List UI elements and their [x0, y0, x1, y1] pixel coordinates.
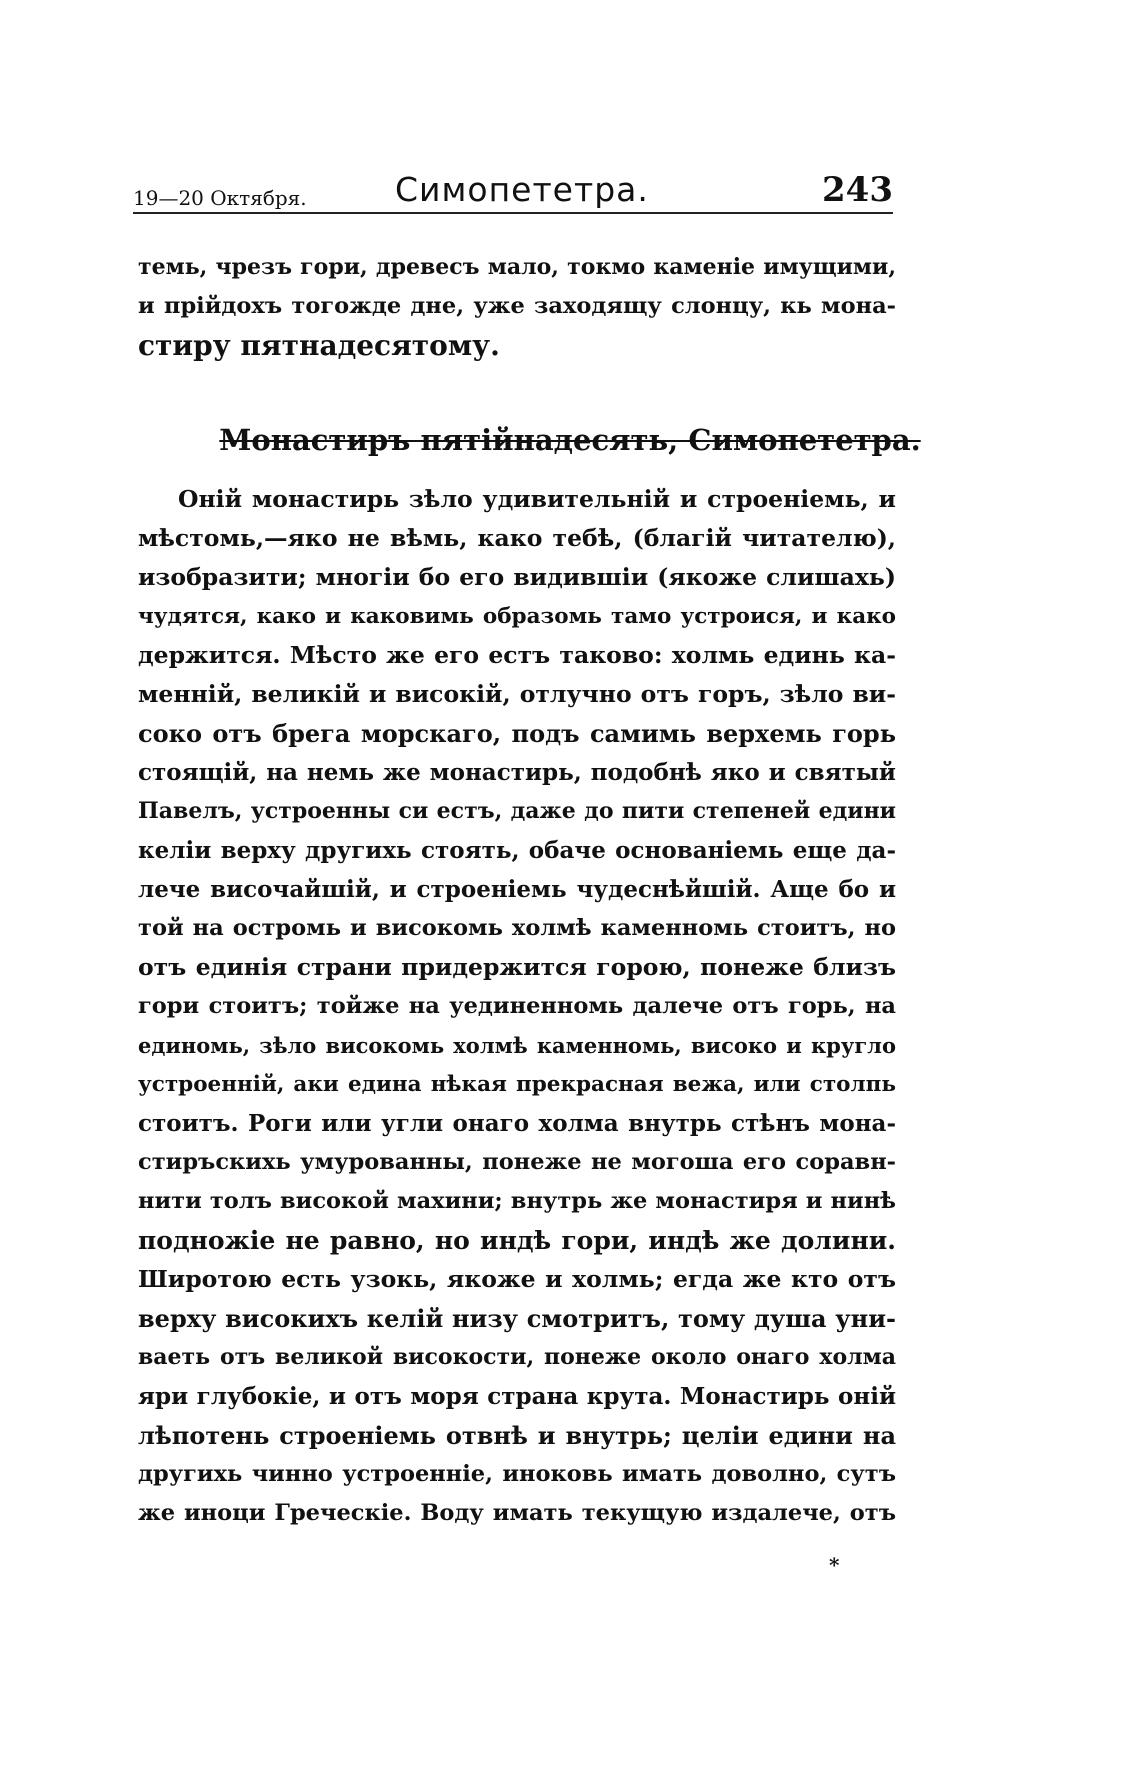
text-line: темь, чрезъ гори, древесъ мало, токмо каменіе имущими,	[138, 254, 896, 280]
text-line: стиру пятнадесятому.	[138, 329, 500, 362]
text-line: верху високихъ келій низу смотритъ, тому душа уни-	[138, 1304, 896, 1333]
intro-paragraph	[138, 248, 896, 365]
text-line: Павелъ, устроенны си естъ, даже до пити степеней едини	[138, 798, 896, 824]
text-line: лѣпотень строеніемь отвнѣ и внутрь; целіи едини на	[138, 1421, 896, 1450]
text-line: лече височайшій, и строеніемь чудеснѣйшій. Аще бо и	[138, 876, 896, 903]
section-heading-text: Монастиръ пятійнадесять, Симопететра.	[219, 423, 921, 457]
text-line: той на остромь и високомь холмѣ каменномь стоитъ, но	[138, 915, 896, 941]
text-line: стоитъ. Роги или угли онаго холма внутрь стѣнъ мона-	[138, 1110, 896, 1137]
text-line: стиръскихь умурованны, понеже не могоша его соравн-	[138, 1149, 896, 1175]
main-paragraph	[138, 480, 896, 1533]
section-heading	[0, 420, 1140, 460]
running-head-title: Симопететра.	[395, 170, 649, 209]
text-line: яри глубокіе, и отъ моря страна крута. Монастирь оній	[138, 1383, 896, 1410]
text-line: единомь, зѣло високомь холмѣ каменномь, високо и кругло	[138, 1033, 896, 1058]
text-line: гори стоитъ; тойже на уединенномь далече отъ горь, на	[138, 993, 896, 1019]
text-line: изобразити; многіи бо его видившіи (якоже слишахь)	[138, 563, 896, 591]
text-line: держится. Мѣсто же его естъ таково: холмь единь ка-	[138, 641, 896, 669]
text-line: Широтою есть узокь, якоже и холмь; егда же кто отъ	[138, 1265, 896, 1293]
text-line: келіи верху другихь стоять, обаче основаніемь еще да-	[138, 837, 896, 864]
text-line: менній, великій и високій, отлучно отъ горъ, зѣло ви-	[138, 680, 896, 708]
page-number: 243	[822, 170, 893, 210]
text-line: нити толъ високой махини; внутрь же монастиря и нинѣ	[138, 1188, 896, 1214]
header-rule	[133, 212, 893, 214]
text-line: другихь чинно устроенніе, иноковь имать доволно, сутъ	[138, 1461, 896, 1487]
text-line: соко отъ брега морскаго, подъ самимь верхемь горь	[138, 719, 896, 748]
text-line: Оній монастирь зѣло удивительній и строеніемь, и	[178, 485, 896, 513]
text-line: мѣстомь,—яко не вѣмь, како тебѣ, (благій читателю),	[138, 524, 896, 552]
text-line: чудятся, како и каковимь образомь тамо устроися, и како	[138, 604, 896, 629]
text-line: и прійдохъ тогожде дне, уже заходящу слонцу, кь мона-	[138, 293, 896, 319]
text-line: устроенній, аки едина нѣкая прекрасная вежа, или столпь	[138, 1072, 896, 1097]
text-line: же иноци Греческіе. Воду имать текущую издалече, отъ	[138, 1500, 896, 1526]
text-line: отъ единія страни придержится горою, понеже близъ	[138, 953, 896, 981]
text-line: подножіе не равно, но индѣ гори, индѣ же долини.	[138, 1226, 896, 1255]
signature-mark: *	[829, 1553, 840, 1577]
running-head-date: 19—20 Октября.	[133, 186, 307, 210]
text-line: стоящій, на немь же монастирь, подобнѣ яко и святый	[138, 759, 896, 786]
text-line: ваеть отъ великой високости, понеже около онаго холма	[138, 1344, 896, 1370]
